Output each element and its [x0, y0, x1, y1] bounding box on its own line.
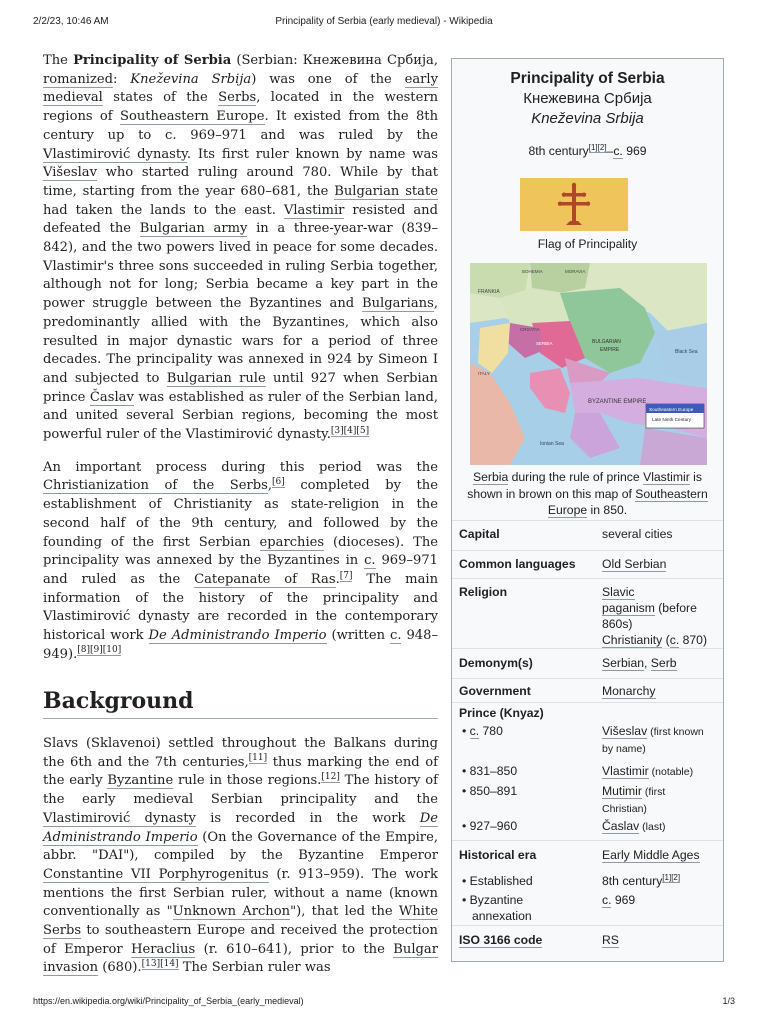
- map-legend-title: Southeastern Europe: [649, 407, 694, 412]
- value-established: 8th century[1][2]: [602, 872, 681, 888]
- link-caslav[interactable]: Časlav: [89, 389, 134, 405]
- infobox-title: Principality of Serbia: [510, 70, 665, 87]
- label-languages: Common languages: [459, 557, 576, 571]
- link-circa-prince[interactable]: c.: [469, 724, 480, 738]
- print-page-number: 1/3: [722, 996, 735, 1006]
- article-intro: [43, 52, 438, 679]
- value-religion: Slavic paganism (before 860s) Christianity (c. 870): [602, 585, 707, 647]
- patriarchal-cross-icon: [520, 178, 628, 231]
- row-iso: [452, 925, 723, 953]
- prince-4-years: • 927–960: [462, 819, 518, 833]
- link-catepanate-of-ras[interactable]: Catepanate of Ras: [194, 571, 336, 587]
- flag-caption: Flag of Principality: [537, 237, 638, 251]
- label-prince: Prince (Knyaz): [459, 706, 544, 720]
- intro-paragraph-2: An important process during this period was the Christianization of the Serbs,[6] completed by the establishment of Christianity as state-religion in the second half of the 9th century, and followed by the founding of the first Serbian eparchies (dioceses). The principality was annexed by the Byzantines in c. 969–971 and ruled as the Catepanate of Ras.[7] The main information of the history of the principality and Vlastimirović dynasty are recorded in the contemporary historical work De Administrando Imperio (written c. 948–949).[8][9][10]: [43, 459, 438, 662]
- link-monarchy[interactable]: Monarchy: [602, 684, 656, 698]
- citation-12[interactable]: [12]: [321, 772, 340, 783]
- map-label-black-sea: Black Sea: [675, 349, 698, 355]
- link-southeastern-europe-map[interactable]: Southeastern Europe: [547, 486, 708, 517]
- link-circa[interactable]: c.: [364, 553, 376, 569]
- link-serbian[interactable]: Serbian: [602, 656, 645, 670]
- link-rs[interactable]: RS: [602, 933, 619, 947]
- map-label-moravia: MORAVIA: [565, 269, 586, 274]
- link-bulgarian-rule[interactable]: Bulgarian rule: [166, 370, 266, 386]
- link-bulgarians[interactable]: Bulgarians: [361, 296, 434, 312]
- label-demonym: Demonym(s): [459, 656, 533, 670]
- citation-13-14[interactable]: [13][14]: [141, 959, 179, 970]
- link-circa-2[interactable]: c.: [389, 628, 402, 644]
- infobox: [451, 58, 724, 962]
- link-dai[interactable]: De Administrando Imperio: [43, 810, 439, 845]
- row-prince: [452, 702, 723, 840]
- link-serb[interactable]: Serb: [650, 656, 677, 670]
- row-demonym: Demonym(s) Serbian, Serb: [452, 648, 723, 678]
- map-label-croatia: CROATIA: [520, 327, 540, 332]
- print-footer: [33, 996, 735, 1010]
- map-label-bulgarian: BULGARIAN: [592, 339, 621, 345]
- label-capital: Capital: [459, 527, 500, 541]
- citation-1-2[interactable]: [1][2]: [588, 142, 607, 152]
- citation-3-4-5[interactable]: [3][4][5]: [330, 425, 370, 436]
- link-circa-annexation[interactable]: c.: [602, 893, 612, 907]
- citation-7[interactable]: [7]: [339, 570, 353, 581]
- map-legend-subtitle: Late Ninth Century: [652, 417, 692, 422]
- citation-8-9-10[interactable]: [8][9][10]: [77, 645, 122, 656]
- link-early-middle-ages[interactable]: Early Middle Ages: [602, 848, 700, 862]
- infobox-rows: [452, 520, 723, 953]
- link-caslav-infobox[interactable]: Časlav: [602, 819, 640, 833]
- link-circa-infobox[interactable]: c.: [613, 144, 623, 158]
- label-religion: Religion: [459, 585, 508, 599]
- background-paragraph-1: Slavs (Sklavenoi) settled throughout the Balkans during the 6th and the 7th centuries,[11] thus marking the end of the early Byzantine rule in those regions.[12] The history of the early medieval Serbian principality and the Vlastimirović dynasty is recorded in the work De Administrando Imperio (On the Governance of the Empire, abbr. "DAI"), compiled by the Byzantine Emperor Constantine VII Porphyrogenitus (r. 913–959). The work mentions the first Serbian ruler, without a name (known conventionally as "Unknown Archon"), that led the White Serbs to southeastern Europe and received the protection of Emperor Heraclius (r. 610–641), prior to the Bulgar invasion (680).[13][14] The Serbian ruler was: [43, 736, 439, 976]
- map-label-byzantine: BYZANTINE EMPIRE: [588, 399, 647, 405]
- map-label-serbia: SERBIA: [536, 341, 553, 346]
- label-annexation: • Byzantine annexation: [462, 893, 532, 923]
- prince-1: Višeslav (first known by name): [602, 724, 704, 755]
- map-label-empire: EMPIRE: [600, 347, 620, 353]
- link-de-administrando-imperio[interactable]: De Administrando Imperio: [148, 628, 327, 644]
- prince-2-years: • 831–850: [462, 764, 518, 778]
- citation-6[interactable]: [6]: [272, 477, 285, 488]
- print-date: 2/2/23, 10:46 AM: [33, 16, 109, 27]
- print-url: https://en.wikipedia.org/wiki/Principality_of_Serbia_(early_medieval): [33, 996, 304, 1006]
- historical-map-icon: [470, 263, 707, 465]
- link-bulgarian-army[interactable]: Bulgarian army: [139, 221, 248, 237]
- link-bulgarian-state[interactable]: Bulgarian state: [334, 183, 438, 199]
- citation-1-2-established[interactable]: [1][2]: [662, 872, 681, 882]
- link-vlastimir-infobox[interactable]: Vlastimir: [602, 764, 649, 778]
- link-serbs[interactable]: Serbs: [218, 90, 257, 106]
- link-vlastimir-map[interactable]: Vlastimir: [643, 470, 690, 484]
- map-caption: Serbia during the rule of prince Vlastimir is shown in brown on this map of Southeastern Europe in 850.: [467, 470, 708, 517]
- intro-paragraph-1: The Principality of Serbia (Serbian: Кнежевина Србија, romanized: Kneževina Srbija) was one of the early medieval states of the Serbs, located in the western regions of Southeastern Europe. It existed from the 8th century up to c. 969–971 and was ruled by the Vlastimirović dynasty. Its first ruler known by name was Višeslav who started ruling around 780. While by that time, starting from the year 680–681, the Bulgarian state had taken the lands to the east. Vlastimir resisted and defeated the Bulgarian army in a three-year-war (839–842), and the two powers lived in peace for some decades. Vlastimir's three sons succeeded in ruling Serbia together, although not for long; Serbia became a key part in the power struggle between the Byzantines and Bulgarians, predominantly allied with the Byzantines, which also resulted in major dynastic wars for a period of three decades. The principality was annexed in 924 by Simeon I and subjected to Bulgarian rule until 927 when Serbian prince Časlav was established as ruler of the Serbian land, and united several Serbian regions, becoming the most powerful ruler of the Vlastimirović dynasty.[3][4][5]: [43, 53, 439, 443]
- link-southeastern-europe[interactable]: Southeastern Europe: [119, 109, 265, 125]
- link-vlastimir[interactable]: Vlastimir: [283, 202, 345, 218]
- link-vlastimirovic-dynasty[interactable]: Vlastimirović dynasty: [43, 146, 187, 162]
- link-paganism[interactable]: paganism: [602, 601, 655, 615]
- link-white-serbs[interactable]: White Serbs: [43, 904, 438, 939]
- label-government: Government: [459, 684, 531, 698]
- prince-3-years: • 850–891: [462, 784, 518, 798]
- infobox-dates: 8th century[1][2]–c. 969: [528, 142, 647, 158]
- infobox-native-name-cyrillic: Кнежевина Србија: [523, 90, 652, 107]
- article-background: [43, 735, 438, 992]
- link-bulgar-invasion[interactable]: Bulgar invasion: [43, 941, 438, 976]
- label-historical-era: Historical era: [459, 848, 537, 862]
- link-serbia-map[interactable]: Serbia: [473, 470, 509, 484]
- link-eparchies[interactable]: eparchies: [259, 534, 325, 550]
- link-mutimir[interactable]: Mutimir: [602, 784, 642, 798]
- map-image[interactable]: [470, 263, 707, 465]
- print-page-title: Principality of Serbia (early medieval) - Wikipedia: [275, 16, 493, 27]
- link-christianization[interactable]: Christianization of the Serbs: [43, 478, 268, 494]
- link-vlastimirovic-dynasty-2[interactable]: Vlastimirović dynasty: [43, 810, 196, 826]
- print-header: [33, 16, 735, 30]
- prince-2: Vlastimir (notable): [602, 764, 694, 778]
- section-heading-background: Background: [43, 685, 438, 719]
- link-constantine-vii[interactable]: Constantine VII Porphyrogenitus: [43, 866, 269, 882]
- link-christianity[interactable]: Christianity: [602, 633, 663, 647]
- map-label-italy: ITALY: [478, 371, 490, 376]
- link-romanized[interactable]: romanized: [43, 71, 114, 87]
- bold-article-title: Principality of Serbia: [73, 53, 232, 68]
- citation-11[interactable]: [11]: [248, 753, 268, 764]
- link-unknown-archon[interactable]: Unknown Archon: [172, 904, 291, 920]
- map-label-bohemia: BOHEMIA: [522, 269, 543, 274]
- link-viseslav[interactable]: Višeslav: [43, 165, 97, 181]
- infobox-native-name-latin: Kneževina Srbija: [531, 110, 644, 127]
- value-annexation: c. 969: [602, 893, 636, 907]
- row-languages: [452, 550, 723, 578]
- flag-image[interactable]: [520, 178, 628, 231]
- link-byzantine[interactable]: Byzantine: [107, 773, 174, 789]
- prince-4: Časlav (last): [602, 819, 666, 833]
- row-historical-era: [452, 840, 723, 925]
- row-religion: [452, 578, 723, 648]
- link-slavic[interactable]: Slavic: [602, 585, 635, 599]
- label-iso: ISO 3166 code: [459, 933, 543, 947]
- label-established: • Established: [462, 874, 533, 888]
- prince-3: Mutimir (first Christian): [602, 784, 666, 815]
- value-capital: several cities: [602, 527, 673, 541]
- row-government: [452, 678, 723, 702]
- link-viseslav-infobox[interactable]: Višeslav: [602, 724, 648, 738]
- link-old-serbian[interactable]: Old Serbian: [602, 557, 667, 571]
- row-capital: [452, 520, 723, 550]
- prince-1-years: • c. 780: [462, 724, 503, 738]
- link-early-medieval[interactable]: early medieval: [43, 71, 439, 106]
- link-heraclius[interactable]: Heraclius: [131, 941, 196, 957]
- map-label-frankia: FRANKIA: [478, 289, 500, 295]
- map-label-ionian: Ionian Sea: [540, 441, 564, 447]
- link-circa-religion[interactable]: c.: [669, 633, 680, 647]
